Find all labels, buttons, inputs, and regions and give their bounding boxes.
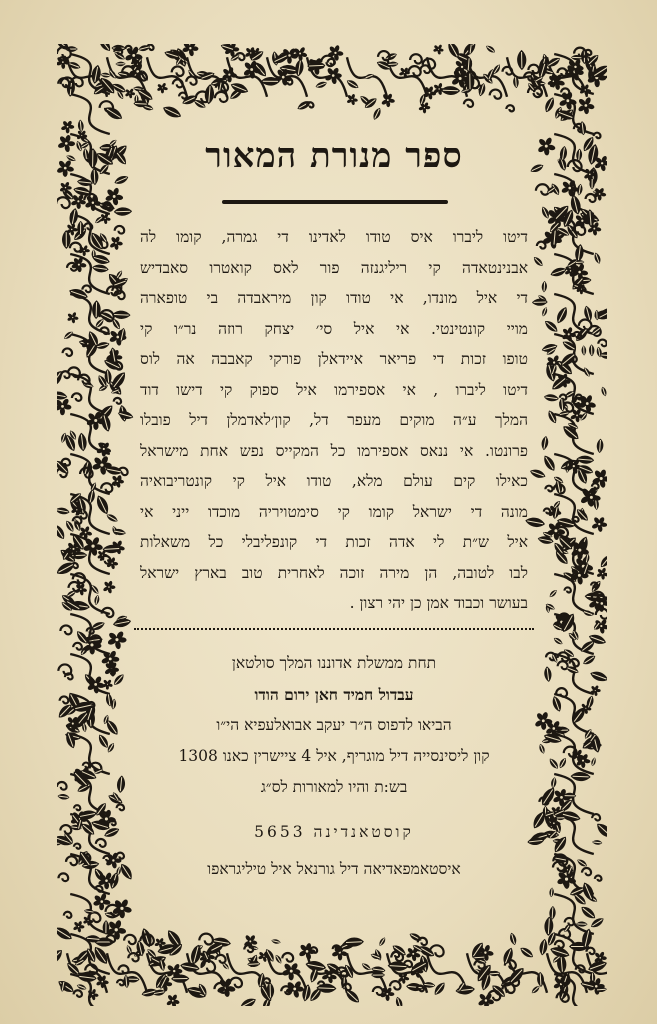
text-line: כאילו קים עולם מלא, טודו איל קי קונטריבואיה (140, 472, 528, 490)
imprint-line-license: קון ליסינסייה דיל מוגריף, איל 4 ציישרין כאנו 1308 (178, 747, 490, 765)
imprint-line-publisher: הביאו לדפוס ה״ר יעקב אבואלעפיא הי״ו (216, 716, 452, 734)
text-line: בעושר וכבוד אמן כן יהי רצון . (349, 594, 528, 612)
imprint-block (130, 648, 538, 885)
text-line: לבו לטובה, הן מירה זוכה לאחרית טוב בארץ ישראל (140, 563, 528, 582)
page-title: ספר מנורת המאור (205, 136, 463, 176)
text-line: דיטו ליברו איס טודו לאדינו די גמרה, קומו לה (140, 228, 528, 246)
text-line: איל ש״ת לי אדה זכות די קונפליבלי כל משאלות (140, 533, 528, 551)
imprint-line-sultan-name: עבדול חמיד חאן ירום הודו (254, 685, 414, 704)
text-line: מונה די ישראל קומו קי סימטויריה מוכדו ייני אי (140, 502, 528, 521)
dedication-text (140, 222, 528, 619)
text-line: טופו זכות די פריאר איידאלן פורקי קאבבה אה לוס (140, 350, 528, 368)
text-line: אבנינטאדה קי ריליגנזה פור לאס קואטרו סאבדיש (140, 258, 528, 277)
text-line: מויי קונטינטי. אי איל סי׳ יצחק רוזה נר״ו קי (140, 319, 528, 338)
text-line: דיטו ליברו , אי אספירמו איל ספוק קי דישו דוד (140, 380, 528, 399)
imprint-city-year: קוסטאנדינה 5653 (254, 823, 414, 841)
text-line: די איל מונדו, אי טודו קון מיראבדה בי טופארה (140, 289, 528, 307)
imprint-printer: איסטאמפאדיאה דיל גורנאל איל טיליגראפו (207, 860, 461, 878)
text-line: המלך ע״ה מוקים מעפר דל, קון׳לאדמלן דיל פובלו (140, 411, 528, 429)
imprint-line-sultan: תחת ממשלת אדוננו המלך סולטאן (231, 654, 437, 672)
text-line: פרונטו. אי ננאס אספירמו כל המקייס נפש אחת מישראל (140, 441, 528, 460)
title-rule (222, 200, 448, 204)
dotted-separator (134, 628, 534, 630)
imprint-line-verse: בש:ת והיו למאורות לס״ג (260, 778, 408, 796)
text-block (130, 118, 538, 948)
